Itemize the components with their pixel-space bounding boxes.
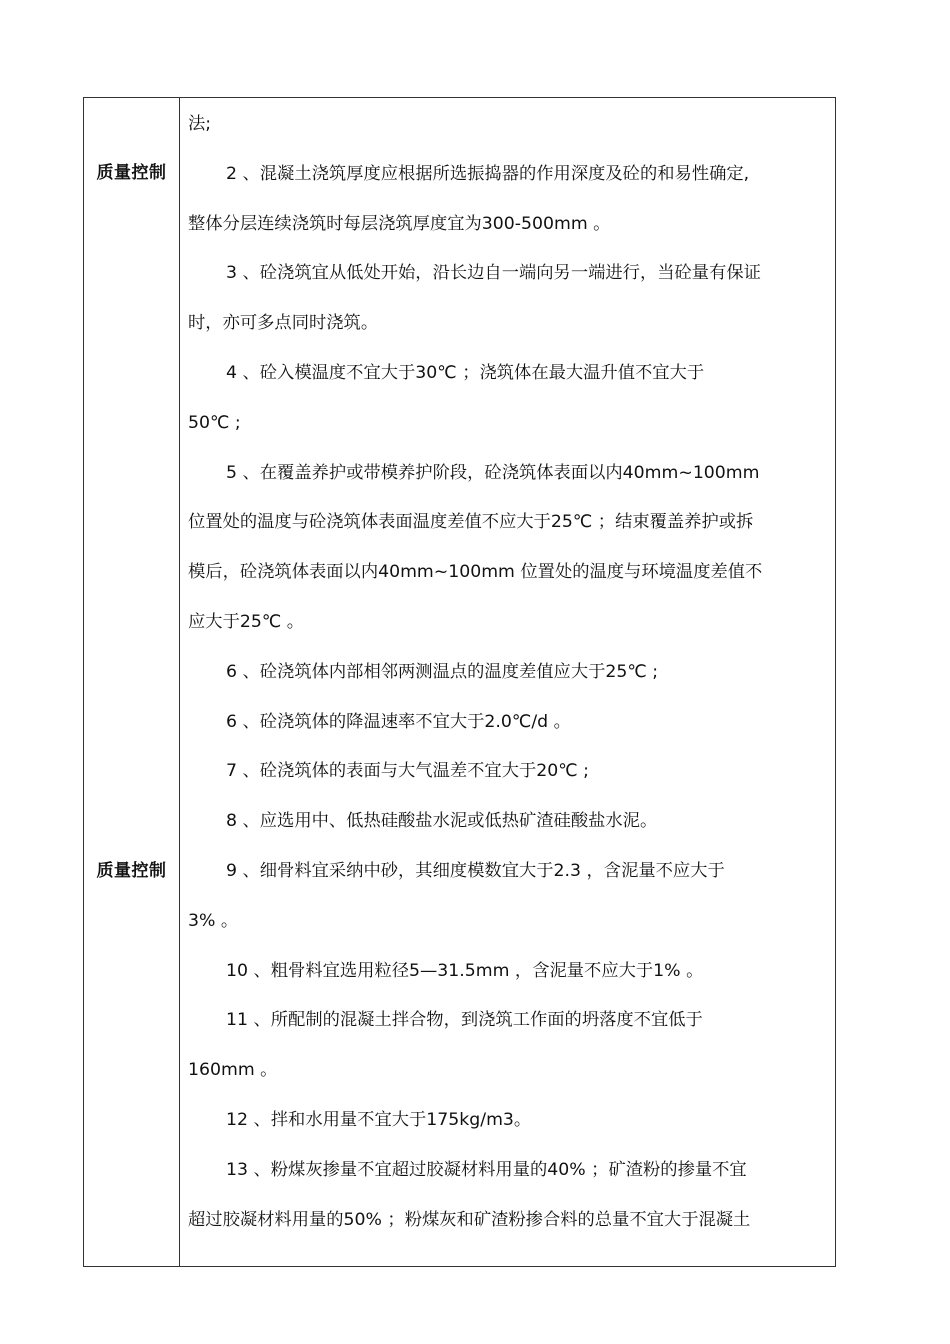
content-cell xyxy=(188,111,824,1256)
content-line: 50℃ ; xyxy=(188,412,241,433)
content-line: 7 、砼浇筑体的表面与大气温差不宜大于20℃ ; xyxy=(226,761,589,782)
content-line: 6 、砼浇筑体内部相邻两测温点的温度差值应大于25℃ ; xyxy=(226,661,659,682)
content-line: 模后，砼浇筑体表面以内40mm~100mm 位置处的温度与环境温度差值不 xyxy=(188,562,763,583)
content-line: 9 、细骨料宜采纳中砂，其细度模数宜大于2.3 ，含泥量不应大于 xyxy=(226,860,725,881)
content-line: 时，亦可多点同时浇筑。 xyxy=(188,313,379,334)
content-line: 3% 。 xyxy=(188,910,239,931)
row-label-quality-control-top: 质量控制 xyxy=(96,163,167,183)
content-line: 应大于25℃ 。 xyxy=(188,611,305,632)
content-line: 5 、在覆盖养护或带模养护阶段，砼浇筑体表面以内40mm~100mm xyxy=(226,462,760,483)
content-line: 11 、所配制的混凝土拌合物，到浇筑工作面的坍落度不宜低于 xyxy=(226,1010,703,1031)
content-line: 法; xyxy=(188,114,212,134)
content-line: 12 、拌和水用量不宜大于175kg/m3。 xyxy=(226,1109,532,1130)
content-line: 整体分层连续浇筑时每层浇筑厚度宜为300-500mm 。 xyxy=(188,213,611,234)
content-line: 4 、砼入模温度不宜大于30℃ ；浇筑体在最大温升值不宜大于 xyxy=(226,362,705,383)
row-label-quality-control-middle: 质量控制 xyxy=(96,861,167,881)
column-divider xyxy=(179,98,180,1266)
content-line: 3 、砼浇筑宜从低处开始，沿长边自一端向另一端进行，当砼量有保证 xyxy=(226,263,761,284)
document-table xyxy=(83,97,836,1267)
content-line: 8 、应选用中、低热硅酸盐水泥或低热矿渣硅酸盐水泥。 xyxy=(226,811,658,832)
content-line: 2 、混凝土浇筑厚度应根据所选振捣器的作用深度及砼的和易性确定, xyxy=(226,163,750,184)
content-line: 13 、粉煤灰掺量不宜超过胶凝材料用量的40% ；矿渣粉的掺量不宜 xyxy=(226,1159,747,1180)
content-line: 超过胶凝材料用量的50% ；粉煤灰和矿渣粉掺合料的总量不宜大于混凝土 xyxy=(188,1209,751,1230)
content-line: 160mm 。 xyxy=(188,1060,278,1081)
content-line: 6 、砼浇筑体的降温速率不宜大于2.0℃/d 。 xyxy=(226,711,571,732)
content-line: 位置处的温度与砼浇筑体表面温度差值不应大于25℃ ；结束覆盖养护或拆 xyxy=(188,512,754,533)
content-line: 10 、粗骨料宜选用粒径5—31.5mm ，含泥量不应大于1% 。 xyxy=(226,960,704,981)
